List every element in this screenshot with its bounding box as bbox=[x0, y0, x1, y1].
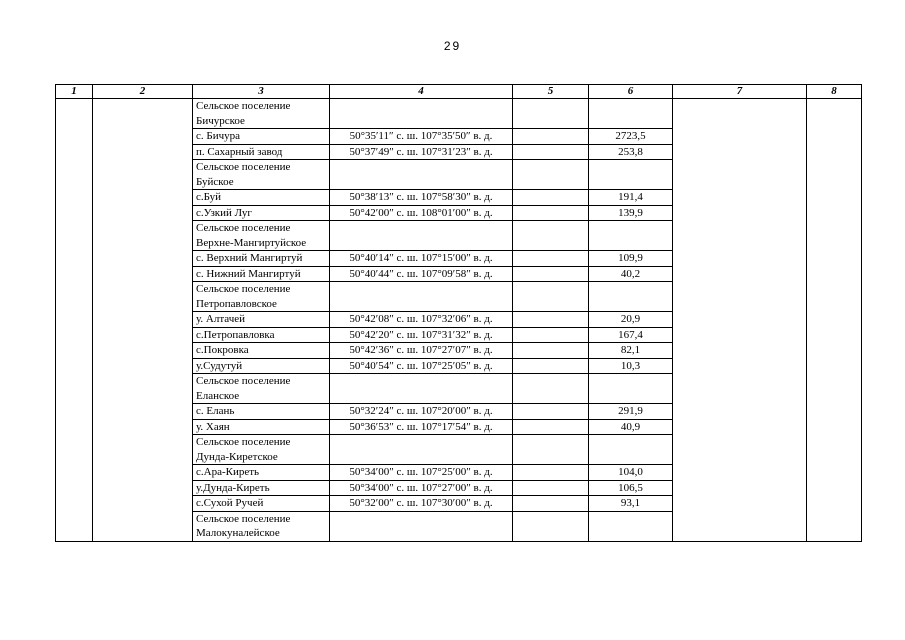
merged-empty-cell bbox=[673, 99, 807, 542]
column-header: 7 bbox=[673, 85, 807, 99]
settlement-value: 167,4 bbox=[589, 327, 673, 343]
settlement-value: 20,9 bbox=[589, 312, 673, 328]
group-name-text: Сельское поселение Бичурское bbox=[196, 100, 291, 127]
settlement-coordinates: 50°36′53″ с. ш. 107°17′54″ в. д. bbox=[330, 419, 513, 435]
settlement-group-name bbox=[193, 435, 330, 465]
settlement-name: с.Узкий Луг bbox=[193, 205, 330, 221]
empty-cell bbox=[330, 160, 513, 190]
empty-cell bbox=[589, 511, 673, 541]
settlement-coordinates: 50°42′00″ с. ш. 108°01′00″ в. д. bbox=[330, 205, 513, 221]
settlement-coordinates: 50°34′00″ с. ш. 107°27′00″ в. д. bbox=[330, 480, 513, 496]
group-row bbox=[56, 99, 862, 129]
settlement-value: 104,0 bbox=[589, 465, 673, 481]
settlement-value: 40,2 bbox=[589, 266, 673, 282]
settlement-group-name bbox=[193, 221, 330, 251]
column-header: 5 bbox=[513, 85, 589, 99]
settlement-coordinates: 50°40′54″ с. ш. 107°25′05″ в. д. bbox=[330, 358, 513, 374]
settlement-name: с. Верхний Мангиртуй bbox=[193, 251, 330, 267]
settlement-value: 93,1 bbox=[589, 496, 673, 512]
settlement-value: 82,1 bbox=[589, 343, 673, 359]
settlement-coordinates: 50°34′00″ с. ш. 107°25′00″ в. д. bbox=[330, 465, 513, 481]
empty-cell bbox=[513, 190, 589, 206]
settlement-coordinates: 50°42′08″ с. ш. 107°32′06″ в. д. bbox=[330, 312, 513, 328]
settlement-name: с.Сухой Ручей bbox=[193, 496, 330, 512]
empty-cell bbox=[330, 374, 513, 404]
settlement-name: у.Дунда-Киреть bbox=[193, 480, 330, 496]
merged-empty-cell bbox=[93, 99, 193, 542]
settlement-value: 106,5 bbox=[589, 480, 673, 496]
settlement-coordinates: 50°42′20″ с. ш. 107°31′32″ в. д. bbox=[330, 327, 513, 343]
empty-cell bbox=[513, 251, 589, 267]
group-name-text: Сельское поселение Малокуналейское bbox=[196, 512, 291, 539]
group-name-text: Сельское поселение Верхне-Мангиртуйское bbox=[196, 222, 307, 249]
column-header: 3 bbox=[193, 85, 330, 99]
settlement-coordinates: 50°35′11″ с. ш. 107°35′50″ в. д. bbox=[330, 129, 513, 145]
group-name-text: Сельское поселение Буйское bbox=[196, 161, 291, 188]
page-number: 29 bbox=[443, 39, 462, 53]
empty-cell bbox=[513, 160, 589, 190]
empty-cell bbox=[513, 129, 589, 145]
settlement-group-name bbox=[193, 160, 330, 190]
empty-cell bbox=[589, 160, 673, 190]
empty-cell bbox=[513, 511, 589, 541]
empty-cell bbox=[330, 511, 513, 541]
empty-cell bbox=[513, 419, 589, 435]
empty-cell bbox=[513, 374, 589, 404]
empty-cell bbox=[513, 99, 589, 129]
column-header: 4 bbox=[330, 85, 513, 99]
column-header: 2 bbox=[93, 85, 193, 99]
table-header-row bbox=[56, 85, 862, 99]
empty-cell bbox=[513, 282, 589, 312]
empty-cell bbox=[513, 312, 589, 328]
settlement-value: 191,4 bbox=[589, 190, 673, 206]
empty-cell bbox=[330, 282, 513, 312]
empty-cell bbox=[513, 358, 589, 374]
settlement-value: 253,8 bbox=[589, 144, 673, 160]
settlement-group-name bbox=[193, 99, 330, 129]
empty-cell bbox=[330, 99, 513, 129]
settlement-group-name bbox=[193, 511, 330, 541]
settlement-value: 10,3 bbox=[589, 358, 673, 374]
empty-cell bbox=[513, 221, 589, 251]
table-body bbox=[56, 99, 862, 542]
settlement-group-name bbox=[193, 282, 330, 312]
column-header: 1 bbox=[56, 85, 93, 99]
settlement-name: с.Петропавловка bbox=[193, 327, 330, 343]
settlement-name: с. Нижний Мангиртуй bbox=[193, 266, 330, 282]
merged-empty-cell bbox=[807, 99, 862, 542]
group-name-text: Сельское поселение Еланское bbox=[196, 375, 291, 402]
empty-cell bbox=[513, 205, 589, 221]
settlement-name: у.Судутуй bbox=[193, 358, 330, 374]
settlement-group-name bbox=[193, 374, 330, 404]
column-header: 8 bbox=[807, 85, 862, 99]
empty-cell bbox=[513, 343, 589, 359]
settlement-coordinates: 50°40′44″ с. ш. 107°09′58″ в. д. bbox=[330, 266, 513, 282]
settlement-name: с. Бичура bbox=[193, 129, 330, 145]
settlement-value: 2723,5 bbox=[589, 129, 673, 145]
settlement-value: 139,9 bbox=[589, 205, 673, 221]
settlements-table bbox=[55, 84, 862, 542]
empty-cell bbox=[589, 221, 673, 251]
empty-cell bbox=[513, 266, 589, 282]
settlement-coordinates: 50°37′49″ с. ш. 107°31′23″ в. д. bbox=[330, 144, 513, 160]
settlement-name: с. Елань bbox=[193, 404, 330, 420]
empty-cell bbox=[513, 327, 589, 343]
empty-cell bbox=[330, 435, 513, 465]
group-name-text: Сельское поселение Петропавловское bbox=[196, 283, 291, 310]
merged-empty-cell bbox=[56, 99, 93, 542]
settlement-coordinates: 50°38′13″ с. ш. 107°58′30″ в. д. bbox=[330, 190, 513, 206]
settlement-value: 40,9 bbox=[589, 419, 673, 435]
settlement-name: у. Алтачей bbox=[193, 312, 330, 328]
settlement-coordinates: 50°32′24″ с. ш. 107°20′00″ в. д. bbox=[330, 404, 513, 420]
group-name-text: Сельское поселение Дунда-Киретское bbox=[196, 436, 291, 463]
empty-cell bbox=[513, 496, 589, 512]
settlement-coordinates: 50°40′14″ с. ш. 107°15′00″ в. д. bbox=[330, 251, 513, 267]
settlement-value: 291,9 bbox=[589, 404, 673, 420]
empty-cell bbox=[513, 435, 589, 465]
empty-cell bbox=[513, 144, 589, 160]
settlement-name: у. Хаян bbox=[193, 419, 330, 435]
empty-cell bbox=[589, 99, 673, 129]
empty-cell bbox=[589, 282, 673, 312]
settlement-name: п. Сахарный завод bbox=[193, 144, 330, 160]
empty-cell bbox=[330, 221, 513, 251]
empty-cell bbox=[513, 404, 589, 420]
empty-cell bbox=[589, 435, 673, 465]
empty-cell bbox=[513, 465, 589, 481]
settlement-coordinates: 50°32′00″ с. ш. 107°30′00″ в. д. bbox=[330, 496, 513, 512]
column-header: 6 bbox=[589, 85, 673, 99]
settlement-name: с.Покровка bbox=[193, 343, 330, 359]
settlement-coordinates: 50°42′36″ с. ш. 107°27′07″ в. д. bbox=[330, 343, 513, 359]
settlement-value: 109,9 bbox=[589, 251, 673, 267]
settlement-name: с.Буй bbox=[193, 190, 330, 206]
empty-cell bbox=[513, 480, 589, 496]
empty-cell bbox=[589, 374, 673, 404]
settlement-name: с.Ара-Киреть bbox=[193, 465, 330, 481]
